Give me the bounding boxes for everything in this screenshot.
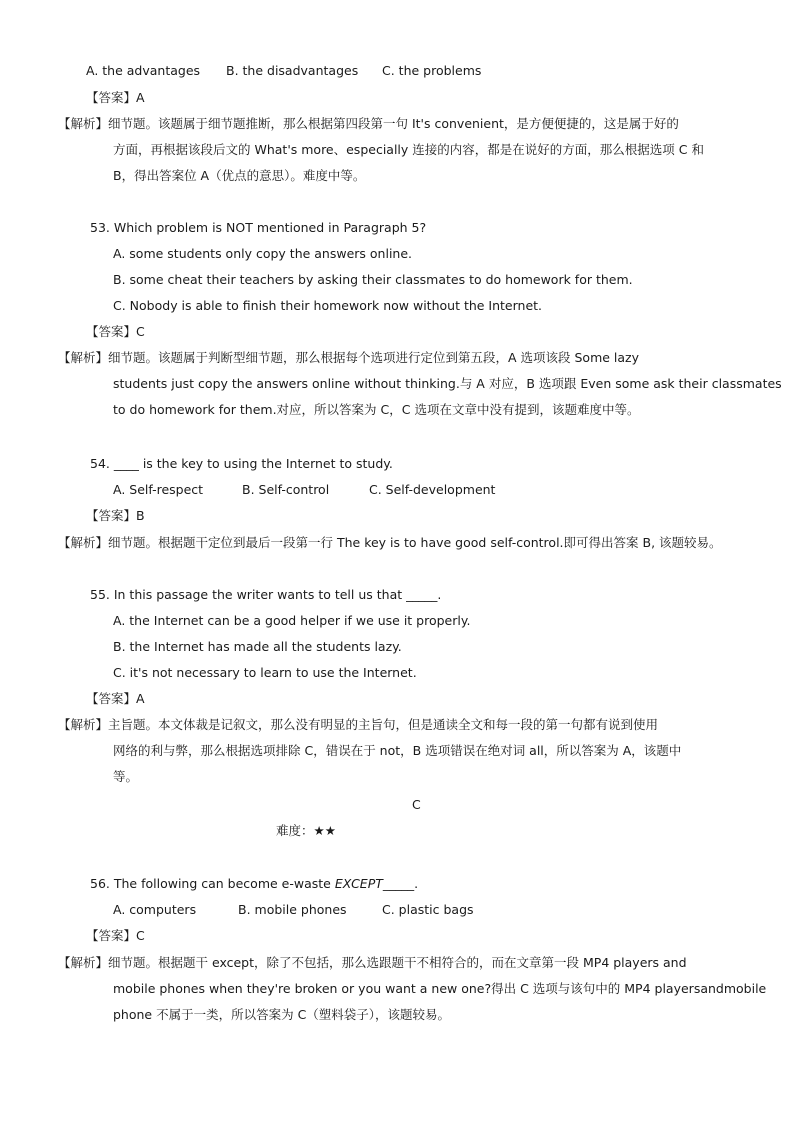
section-letter: C [412,797,421,812]
q54-analysis-line: 【解析】细节题。根据题干定位到最后一段第一行 The key is to have good self-control.即可得出答案 B, 该题较易。 [58,535,722,550]
q55-option-c: C. it's not necessary to learn to use the Internet. [113,665,417,680]
q56-question-emphasis: EXCEPT [334,876,383,891]
q55-option-a: A. the Internet can be a good helper if we use it properly. [113,613,471,628]
q55-question: 55. In this passage the writer wants to tell us that _____. [90,587,442,602]
q56-analysis-line: phone 不属于一类，所以答案为 C（塑料袋子），该题较易。 [113,1007,451,1022]
q56-answer: 【答案】C [86,928,145,943]
q53-analysis-line: to do homework for them.对应，所以答案为 C，C 选项在文章中没有提到，该题难度中等。 [113,402,640,417]
q56-question-suffix: _____. [382,876,419,891]
q52-option-c: C. the problems [382,63,482,78]
q56-analysis-line: 【解析】细节题。根据题干 except，除了不包括，那么选跟题干不相符合的，而在文章第一段 MP4 players and [58,955,687,970]
q53-option-a: A. some students only copy the answers online. [113,246,413,261]
q55-analysis-line: 网络的利与弊，那么根据选项排除 C，错误在于 not，B 选项错误在绝对词 all，所以答案为 A，该题中 [113,743,682,758]
q53-question: 53. Which problem is NOT mentioned in Paragraph 5? [90,220,427,235]
q55-option-b: B. the Internet has made all the students lazy. [113,639,402,654]
q52-analysis-line: 【解析】细节题。该题属于细节题推断，那么根据第四段第一句 It's convenient，是方便便捷的，这是属于好的 [58,116,679,131]
q52-option-a: A. the advantages [86,63,201,78]
q52-answer: 【答案】A [86,90,145,105]
q54-option-a: A. Self-respect [113,482,204,497]
q56-option-b: B. mobile phones [238,902,347,917]
q55-analysis-line: 【解析】主旨题。本文体裁是记叙文，那么没有明显的主旨句，但是通读全文和每一段的第一句都有说到使用 [58,717,659,732]
q53-option-b: B. some cheat their teachers by asking their classmates to do homework for them. [113,272,633,287]
q52-option-b: B. the disadvantages [226,63,359,78]
q55-answer: 【答案】A [86,691,145,706]
q54-option-c: C. Self-development [369,482,496,497]
q55-analysis-line: 等。 [113,769,139,784]
q56-option-c: C. plastic bags [382,902,474,917]
q54-option-b: B. Self-control [242,482,330,497]
q53-analysis-line: 【解析】细节题。该题属于判断型细节题，那么根据每个选项进行定位到第五段，A 选项该段 Some lazy [58,350,640,365]
q56-question-prefix: 56. The following can become e-waste [90,876,335,891]
difficulty-rating: 难度：★★ [276,823,336,838]
q56-question [90,875,418,893]
q56-option-a: A. computers [113,902,197,917]
q54-answer: 【答案】B [86,508,145,523]
q53-analysis-line: students just copy the answers online without thinking.与 A 对应，B 选项跟 Even some ask their classmates [113,376,782,391]
q56-analysis-line: mobile phones when they're broken or you want a new one?得出 C 选项与该句中的 MP4 playersandmobile [113,981,767,996]
q53-option-c: C. Nobody is able to finish their homework now without the Internet. [113,298,543,313]
q54-question: 54. ____ is the key to using the Internet to study. [90,456,393,471]
q52-analysis-line: B，得出答案位 A（优点的意思）。难度中等。 [113,168,366,183]
q52-analysis-line: 方面，再根据该段后文的 What's more、especially 连接的内容，都是在说好的方面，那么根据选项 C 和 [113,142,704,157]
q53-answer: 【答案】C [86,324,145,339]
